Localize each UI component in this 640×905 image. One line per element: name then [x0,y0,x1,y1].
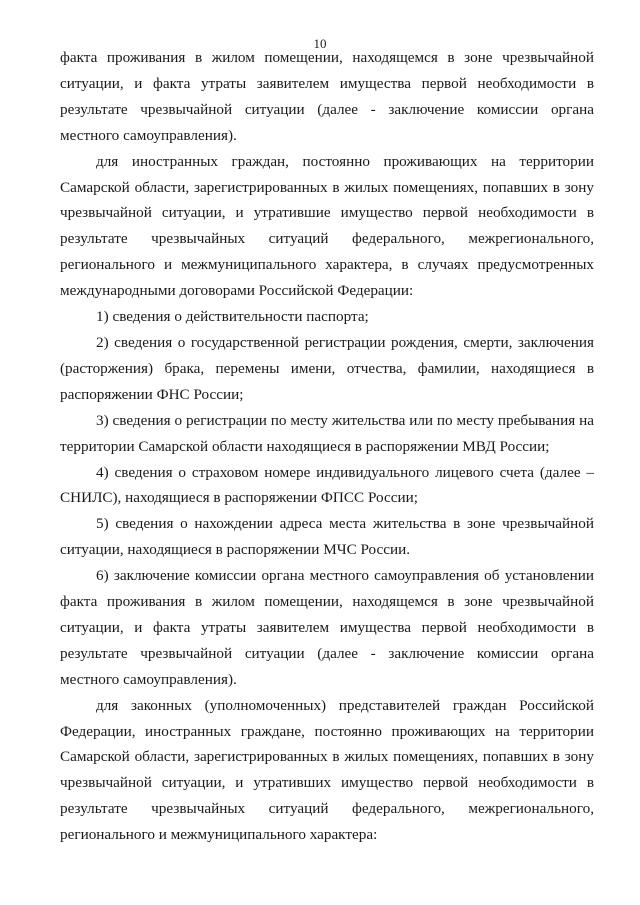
list-item-emergency-zone-address: 5) сведения о нахождении адреса места жительства в зоне чрезвычайной ситуации, находящиеся в распоряжении МЧС России. [60,515,594,559]
paragraph-legal-representatives: для законных (уполномоченных) представителей граждан Российской Федерации, иностранных граждане, постоянно проживающих на территории Самарской области, зарегистрированных в жилых помещениях, попавших в зону чрезвычайной ситуации, и утративших имущество первой необходимости в результате чрезвычайных ситуаций федерального, межрегионального, регионального и межмуниципального характера: [60,696,594,844]
page-number: 10 [313,36,327,51]
document-body [60,45,594,848]
list-item-residence-registration: 3) сведения о регистрации по месту жительства или по месту пребывания на территории Самарской области находящиеся в распоряжении МВД России; [60,411,594,455]
paragraph-continuation: факта проживания в жилом помещении, находящемся в зоне чрезвычайной ситуации, и факта утраты заявителем имущества первой необходимости в результате чрезвычайной ситуации (далее - заключение комиссии органа местного самоуправления). [60,49,594,144]
list-item-commission-conclusion: 6) заключение комиссии органа местного самоуправления об установлении факта проживания в жилом помещении, находящемся в зоне чрезвычайной ситуации, и факта утраты заявителем имущества первой необходимости в результате чрезвычайной ситуации (далее - заключение комиссии органа местного самоуправления). [60,567,594,688]
paragraph-foreign-citizens: для иностранных граждан, постоянно проживающих на территории Самарской области, зарегистрированных в жилых помещениях, попавших в зону чрезвычайной ситуации, и утратившие имущество первой необходимости в результате чрезвычайных ситуаций федерального, межрегионального, регионального и межмуниципального характера, в случаях предусмотренных международными договорами Российской Федерации: [60,152,594,300]
list-item-civil-registration: 2) сведения о государственной регистрации рождения, смерти, заключения (расторжения) брака, перемены имени, отчества, фамилии, находящиеся в распоряжении ФНС России; [60,333,594,403]
list-item-snils: 4) сведения о страховом номере индивидуального лицевого счета (далее – СНИЛС), находящиеся в распоряжении ФПСС России; [60,463,594,507]
list-item-passport: 1) сведения о действительности паспорта; [96,308,369,326]
